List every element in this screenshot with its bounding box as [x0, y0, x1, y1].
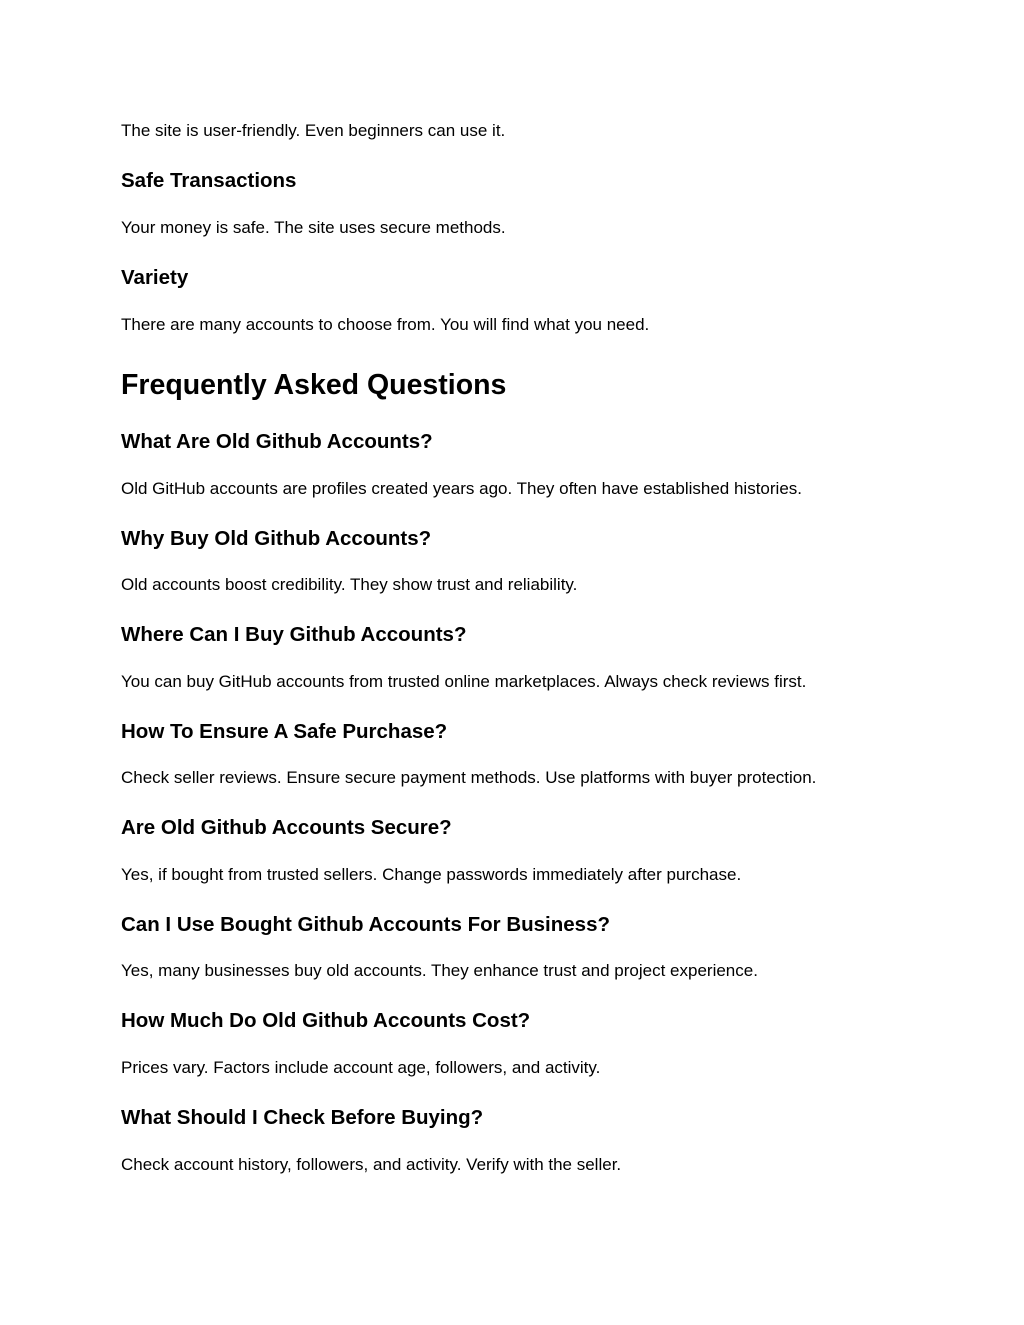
document-page: [121, 0, 921, 1325]
faq-answer: Check account history, followers, and activity. Verify with the seller.: [121, 1155, 622, 1174]
faq-answer: Old accounts boost credibility. They show trust and reliability.: [121, 575, 578, 594]
faq-answer: You can buy GitHub accounts from trusted online marketplaces. Always check reviews first.: [121, 672, 807, 691]
faq-answer: Check seller reviews. Ensure secure payment methods. Use platforms with buyer protection.: [121, 768, 817, 787]
faq-title: Frequently Asked Questions: [121, 369, 507, 401]
benefit-text-variety: There are many accounts to choose from. You will find what you need.: [121, 315, 650, 334]
faq-question: What Are Old Github Accounts?: [121, 430, 433, 453]
faq-question: Where Can I Buy Github Accounts?: [121, 623, 467, 646]
benefit-heading-variety: Variety: [121, 266, 189, 289]
faq-answer: Old GitHub accounts are profiles created years ago. They often have established histories.: [121, 479, 803, 498]
faq-answer: Yes, if bought from trusted sellers. Change passwords immediately after purchase.: [121, 865, 742, 884]
faq-question: Are Old Github Accounts Secure?: [121, 816, 452, 839]
faq-question: What Should I Check Before Buying?: [121, 1106, 484, 1129]
benefit-heading-safe-transactions: Safe Transactions: [121, 169, 297, 192]
faq-answer: Yes, many businesses buy old accounts. They enhance trust and project experience.: [121, 961, 758, 980]
faq-question: How To Ensure A Safe Purchase?: [121, 720, 448, 743]
intro-paragraph: The site is user-friendly. Even beginners can use it.: [121, 121, 506, 140]
faq-question: Why Buy Old Github Accounts?: [121, 527, 432, 550]
faq-question: How Much Do Old Github Accounts Cost?: [121, 1009, 531, 1032]
benefit-text-safe-transactions: Your money is safe. The site uses secure methods.: [121, 218, 506, 237]
faq-answer: Prices vary. Factors include account age, followers, and activity.: [121, 1058, 601, 1077]
faq-question: Can I Use Bought Github Accounts For Business?: [121, 913, 610, 936]
